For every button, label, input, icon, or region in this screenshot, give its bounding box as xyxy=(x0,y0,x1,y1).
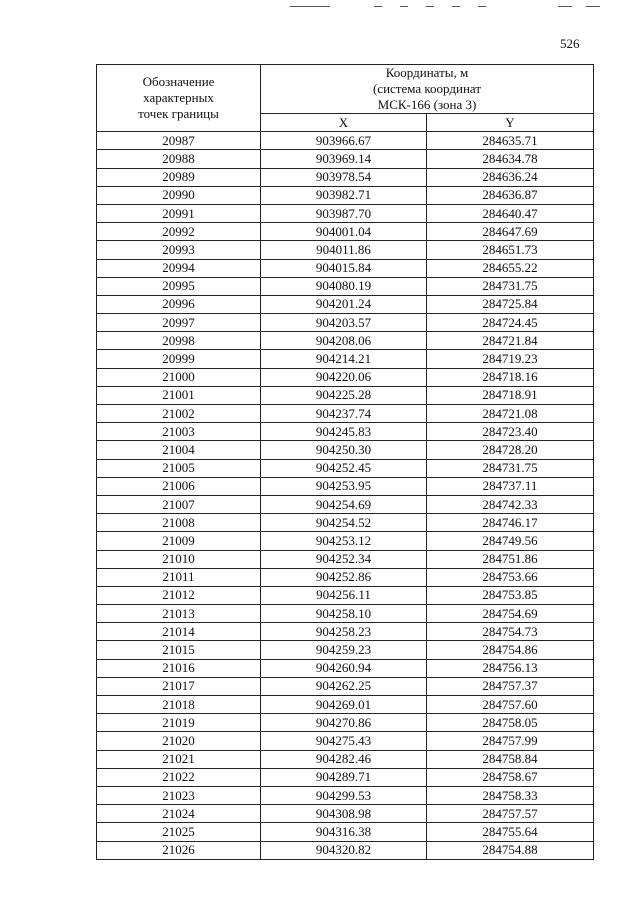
cell-point: 21018 xyxy=(97,696,261,714)
cell-x: 904269.01 xyxy=(261,696,427,714)
table-row xyxy=(97,314,594,332)
cell-x: 904245.83 xyxy=(261,423,427,441)
cell-x: 903969.14 xyxy=(261,150,427,168)
cell-y: 284746.17 xyxy=(427,514,594,532)
table-row xyxy=(97,786,594,804)
cell-x: 904214.21 xyxy=(261,350,427,368)
cell-point: 21022 xyxy=(97,768,261,786)
table-row xyxy=(97,623,594,641)
cell-y: 284655.22 xyxy=(427,259,594,277)
table-row xyxy=(97,714,594,732)
header-point-designation xyxy=(97,65,261,132)
table-row xyxy=(97,441,594,459)
table-row xyxy=(97,586,594,604)
cell-point: 21025 xyxy=(97,823,261,841)
table-row xyxy=(97,677,594,695)
cell-x: 903978.54 xyxy=(261,168,427,186)
cell-point: 21002 xyxy=(97,405,261,423)
cell-x: 904262.25 xyxy=(261,677,427,695)
table-row xyxy=(97,186,594,204)
cell-y: 284718.16 xyxy=(427,368,594,386)
cell-point: 21010 xyxy=(97,550,261,568)
cell-x: 904254.69 xyxy=(261,495,427,513)
cell-y: 284758.33 xyxy=(427,786,594,804)
cell-y: 284636.24 xyxy=(427,168,594,186)
cell-x: 904203.57 xyxy=(261,314,427,332)
cell-y: 284753.85 xyxy=(427,586,594,604)
cell-y: 284651.73 xyxy=(427,241,594,259)
cell-point: 21009 xyxy=(97,532,261,550)
cell-x: 904289.71 xyxy=(261,768,427,786)
cell-x: 904252.86 xyxy=(261,568,427,586)
cell-point: 21006 xyxy=(97,477,261,495)
cell-point: 21000 xyxy=(97,368,261,386)
cell-x: 903966.67 xyxy=(261,132,427,150)
cell-point: 21015 xyxy=(97,641,261,659)
cell-x: 904220.06 xyxy=(261,368,427,386)
cell-point: 21024 xyxy=(97,805,261,823)
cell-y: 284749.56 xyxy=(427,532,594,550)
cell-y: 284634.78 xyxy=(427,150,594,168)
cell-point: 21011 xyxy=(97,568,261,586)
table-row xyxy=(97,405,594,423)
cell-point: 21019 xyxy=(97,714,261,732)
cell-point: 20994 xyxy=(97,259,261,277)
table-row xyxy=(97,386,594,404)
cell-x: 904253.95 xyxy=(261,477,427,495)
table-body xyxy=(97,132,594,860)
coordinates-table xyxy=(96,64,594,860)
cell-y: 284719.23 xyxy=(427,350,594,368)
cell-y: 284754.88 xyxy=(427,841,594,859)
cell-x: 903987.70 xyxy=(261,204,427,222)
cell-y: 284742.33 xyxy=(427,495,594,513)
table-row xyxy=(97,168,594,186)
header-point-line: характерных xyxy=(143,90,214,106)
cell-point: 21023 xyxy=(97,786,261,804)
table-row xyxy=(97,332,594,350)
header-coords-line: МСК-166 (зона 3) xyxy=(377,97,477,112)
table-row xyxy=(97,477,594,495)
table-row xyxy=(97,368,594,386)
header-point-line: Обозначение xyxy=(142,74,215,90)
table-row xyxy=(97,150,594,168)
cell-point: 21012 xyxy=(97,586,261,604)
table-row xyxy=(97,350,594,368)
cell-point: 20990 xyxy=(97,186,261,204)
table-row xyxy=(97,204,594,222)
cell-point: 20987 xyxy=(97,132,261,150)
cell-point: 20999 xyxy=(97,350,261,368)
cell-y: 284755.64 xyxy=(427,823,594,841)
cell-y: 284757.37 xyxy=(427,677,594,695)
cell-y: 284753.66 xyxy=(427,568,594,586)
cell-point: 21013 xyxy=(97,605,261,623)
cell-x: 903982.71 xyxy=(261,186,427,204)
table-row xyxy=(97,495,594,513)
cell-y: 284635.71 xyxy=(427,132,594,150)
cell-point: 21020 xyxy=(97,732,261,750)
cell-y: 284758.67 xyxy=(427,768,594,786)
cell-x: 904270.86 xyxy=(261,714,427,732)
table-row xyxy=(97,295,594,313)
cell-point: 20993 xyxy=(97,241,261,259)
table-row xyxy=(97,823,594,841)
cell-x: 904001.04 xyxy=(261,223,427,241)
cell-point: 20989 xyxy=(97,168,261,186)
table-row xyxy=(97,223,594,241)
cell-x: 904320.82 xyxy=(261,841,427,859)
cell-x: 904011.86 xyxy=(261,241,427,259)
cell-y: 284751.86 xyxy=(427,550,594,568)
cell-x: 904299.53 xyxy=(261,786,427,804)
cell-point: 20992 xyxy=(97,223,261,241)
table-row xyxy=(97,659,594,677)
table-row xyxy=(97,423,594,441)
cell-y: 284721.08 xyxy=(427,405,594,423)
cell-x: 904208.06 xyxy=(261,332,427,350)
cell-x: 904252.45 xyxy=(261,459,427,477)
cell-point: 21005 xyxy=(97,459,261,477)
cell-y: 284728.20 xyxy=(427,441,594,459)
cell-point: 20996 xyxy=(97,295,261,313)
table-row xyxy=(97,841,594,859)
cell-x: 904250.30 xyxy=(261,441,427,459)
cell-y: 284737.11 xyxy=(427,477,594,495)
table-row xyxy=(97,532,594,550)
cell-point: 21026 xyxy=(97,841,261,859)
cell-point: 21021 xyxy=(97,750,261,768)
table-row xyxy=(97,732,594,750)
cell-point: 20998 xyxy=(97,332,261,350)
cell-y: 284758.84 xyxy=(427,750,594,768)
header-y: Y xyxy=(427,114,594,132)
table-header-row xyxy=(97,65,594,114)
table-row xyxy=(97,241,594,259)
table-row xyxy=(97,805,594,823)
table-row xyxy=(97,641,594,659)
cell-x: 904258.10 xyxy=(261,605,427,623)
table-row xyxy=(97,696,594,714)
cell-point: 21003 xyxy=(97,423,261,441)
cell-y: 284636.87 xyxy=(427,186,594,204)
header-coords-line: (система координат xyxy=(372,81,482,96)
cell-x: 904282.46 xyxy=(261,750,427,768)
cell-x: 904275.43 xyxy=(261,732,427,750)
cell-y: 284757.60 xyxy=(427,696,594,714)
cell-point: 21001 xyxy=(97,386,261,404)
cell-y: 284756.13 xyxy=(427,659,594,677)
cell-point: 20988 xyxy=(97,150,261,168)
cell-x: 904316.38 xyxy=(261,823,427,841)
table-row xyxy=(97,605,594,623)
cell-y: 284754.69 xyxy=(427,605,594,623)
cell-point: 21016 xyxy=(97,659,261,677)
cell-point: 20997 xyxy=(97,314,261,332)
table-row xyxy=(97,750,594,768)
table-row xyxy=(97,768,594,786)
cell-y: 284754.73 xyxy=(427,623,594,641)
header-x: X xyxy=(261,114,427,132)
cell-y: 284721.84 xyxy=(427,332,594,350)
cell-x: 904256.11 xyxy=(261,586,427,604)
cell-x: 904259.23 xyxy=(261,641,427,659)
cell-point: 21008 xyxy=(97,514,261,532)
header-point-line: точек границы xyxy=(138,106,219,122)
header-coords-line: Координаты, м xyxy=(385,65,469,80)
table-row xyxy=(97,514,594,532)
table-row xyxy=(97,132,594,150)
cell-y: 284640.47 xyxy=(427,204,594,222)
cell-x: 904080.19 xyxy=(261,277,427,295)
cell-point: 21014 xyxy=(97,623,261,641)
header-coordinates xyxy=(261,65,594,114)
cell-y: 284647.69 xyxy=(427,223,594,241)
cell-x: 904225.28 xyxy=(261,386,427,404)
table-row xyxy=(97,259,594,277)
cell-y: 284718.91 xyxy=(427,386,594,404)
cell-x: 904015.84 xyxy=(261,259,427,277)
cell-point: 20995 xyxy=(97,277,261,295)
cell-x: 904201.24 xyxy=(261,295,427,313)
table-row xyxy=(97,550,594,568)
table-row xyxy=(97,459,594,477)
cell-y: 284724.45 xyxy=(427,314,594,332)
page-number: 526 xyxy=(560,36,580,51)
table-row xyxy=(97,568,594,586)
cell-y: 284757.57 xyxy=(427,805,594,823)
cell-y: 284725.84 xyxy=(427,295,594,313)
cell-point: 20991 xyxy=(97,204,261,222)
cell-point: 21004 xyxy=(97,441,261,459)
cell-y: 284731.75 xyxy=(427,277,594,295)
cell-y: 284723.40 xyxy=(427,423,594,441)
cell-y: 284758.05 xyxy=(427,714,594,732)
cell-x: 904254.52 xyxy=(261,514,427,532)
cell-y: 284757.99 xyxy=(427,732,594,750)
cell-x: 904253.12 xyxy=(261,532,427,550)
cell-x: 904260.94 xyxy=(261,659,427,677)
cell-y: 284754.86 xyxy=(427,641,594,659)
cell-x: 904252.34 xyxy=(261,550,427,568)
scan-artifact-marks xyxy=(290,4,620,10)
cell-x: 904308.98 xyxy=(261,805,427,823)
cell-point: 21007 xyxy=(97,495,261,513)
cell-x: 904237.74 xyxy=(261,405,427,423)
cell-point: 21017 xyxy=(97,677,261,695)
table-row xyxy=(97,277,594,295)
cell-y: 284731.75 xyxy=(427,459,594,477)
cell-x: 904258.23 xyxy=(261,623,427,641)
